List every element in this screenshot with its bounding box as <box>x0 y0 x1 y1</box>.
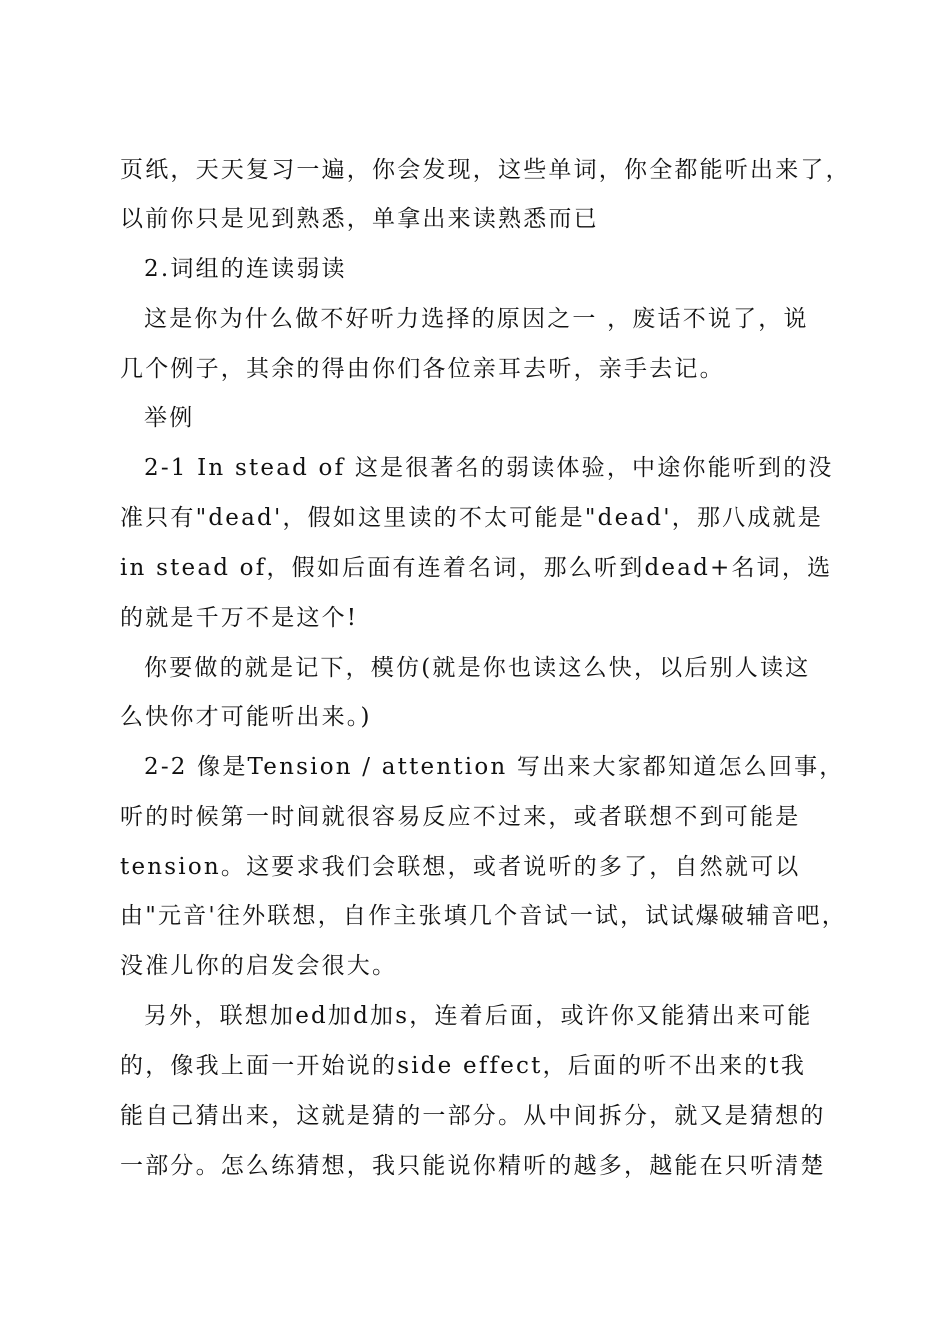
text-line: 的，像我上面一开始说的side effect，后面的听不出来的t我 <box>120 1053 807 1079</box>
text-line: 准只有"dead'，假如这里读的不太可能是"dead'，那八成就是 <box>120 505 823 531</box>
text-line: 由"元音'往外联想，自作主张填几个音试一试，试试爆破辅音吧， <box>120 903 847 929</box>
text-line: 的就是千万不是这个! <box>120 605 359 631</box>
text-line: 2-1 In stead of 这是很著名的弱读体验，中途你能听到的没 <box>144 455 834 481</box>
text-line: 一部分。怎么练猜想，我只能说你精听的越多，越能在只听清楚 <box>120 1153 826 1179</box>
text-line: 么快你才可能听出来。) <box>120 704 372 730</box>
text-line: 你要做的就是记下，模仿(就是你也读这么快，以后别人读这 <box>144 655 811 681</box>
text-line: 能自己猜出来，这就是猜的一部分。从中间拆分，就又是猜想的 <box>120 1103 826 1129</box>
text-line: 另外，联想加ed加d加s，连着后面，或许你又能猜出来可能 <box>144 1003 813 1029</box>
section-heading: 2.词组的连读弱读 <box>144 256 347 282</box>
text-line: 以前你只是见到熟悉，单拿出来读熟悉而已 <box>120 206 599 232</box>
text-line: 这是你为什么做不好听力选择的原因之一 ，废话不说了，说 <box>144 306 809 332</box>
text-line: tension。这要求我们会联想，或者说听的多了，自然就可以 <box>120 854 801 880</box>
text-line: 举例 <box>144 405 195 431</box>
text-line: 听的时候第一时间就很容易反应不过来，或者联想不到可能是 <box>120 804 801 830</box>
text-line: 几个例子，其余的得由你们各位亲耳去听，亲手去记。 <box>120 356 725 382</box>
text-line: 页纸，天天复习一遍，你会发现，这些单词，你全都能听出来了， <box>120 157 851 183</box>
text-line: 没准儿你的启发会很大。 <box>120 953 398 979</box>
text-line: in stead of，假如后面有连着名词，那么听到dead+名词，选 <box>120 555 833 581</box>
text-line: 2-2 像是Tension / attention 写出来大家都知道怎么回事， <box>144 754 845 780</box>
